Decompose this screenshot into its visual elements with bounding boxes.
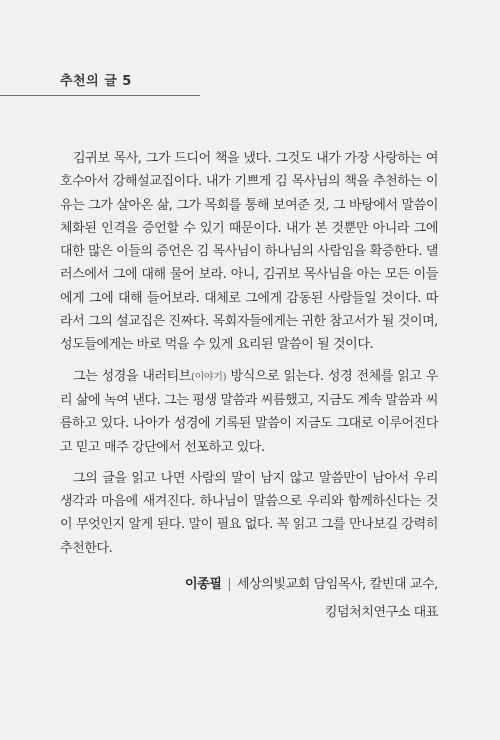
recommendation-body	[60, 147, 438, 560]
author-name: 이종필	[185, 577, 222, 592]
paragraph-2	[60, 365, 438, 459]
author-title-line-1: 세상의빛교회 담임목사, 칼빈대 교수,	[236, 577, 438, 592]
author-signature	[58, 571, 438, 627]
paragraph-1: 김귀보 목사, 그가 드디어 책을 냈다. 그것도 내가 가장 사랑하는 여호수아서 강해설교집이다. 내가 기쁘게 김 목사님의 책을 추천하는 이유는 그가 살아온 삶, 그가 목회를 통해 보여준 것, 그 바탕에서 말씀이 체화된 인격을 증언할 수 있기 때문이다. 내가 본 것뿐만 아니라 그에 대한 많은 이들의 증언은 김 목사님이 하나님의 사람임을 확증한다. 댈러스에서 그에 대해 물어 보라. 아니, 김귀보 목사님을 아는 모든 이들에게 그에 대해 들어보라. 대체로 그에게 감동된 사람들일 것이다. 따라서 그의 설교집은 진짜다. 목회자들에게는 귀한 참고서가 될 것이며, 성도들에게는 바로 먹을 수 있게 요리된 말씀이 될 것이다.	[60, 151, 438, 353]
paragraph-2-part-1: 그는 성경을 내러티브	[73, 368, 191, 384]
header-divider	[0, 95, 200, 96]
chapter-header	[0, 62, 200, 94]
paragraph-3: 그의 글을 읽고 나면 사람의 말이 남지 않고 말씀만이 남아서 우리 생각과 마음에 새겨진다. 하나님이 말씀으로 우리와 함께하신다는 것이 무엇인지 알게 된다. 말이 필요 없다. 꼭 읽고 그를 만나보길 강력히 추천한다.	[60, 470, 438, 556]
author-separator: |	[227, 577, 232, 592]
author-title-line-2: 킹덤처치연구소 대표	[324, 605, 438, 620]
narrative-gloss: (이야기)	[190, 371, 227, 383]
author-line-1	[58, 571, 438, 599]
chapter-title: 추천의 글 5	[60, 74, 132, 89]
paragraph-2-part-2: 방식으로 읽는다. 성경 전체를 읽고 우리 삶에 녹여 낸다. 그는 평생 말씀과 씨름했고, 지금도 계속 말씀과 씨름하고 있다. 나아가 성경에 기록된 말씀이 지금도 그대로 이루어진다고 믿고 매주 강단에서 선포하고 있다.	[60, 368, 438, 455]
